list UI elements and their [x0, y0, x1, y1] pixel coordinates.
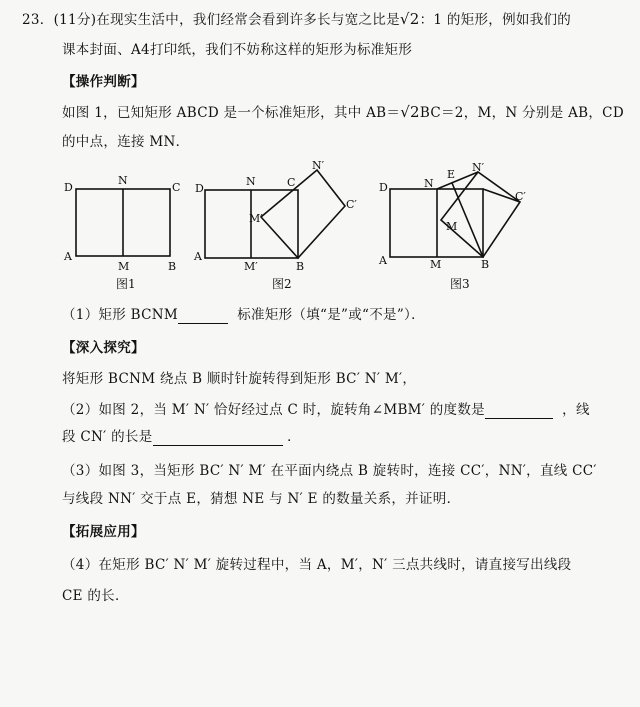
- question-number: 23．: [22, 12, 54, 28]
- section-header-extension: 【拓展应用】: [62, 524, 145, 540]
- figure-2-diagram: [205, 170, 345, 258]
- figure-1-caption: 图1: [116, 277, 136, 291]
- fig2-label-D: D: [195, 182, 204, 195]
- q2-text-d: ．: [287, 429, 301, 445]
- fig1-label-D: D: [64, 181, 73, 194]
- q2-angle-blank[interactable]: [485, 402, 553, 419]
- fig3-label-B: B: [481, 258, 490, 271]
- q1-text-a: （1）矩形 BCNM: [62, 307, 179, 323]
- fig2-label-Cprime: C′: [346, 198, 357, 211]
- q2-text-a: （2）如图 2，当 M′ N′ 恰好经过点 C 时，旋转角∠MBM′ 的度数是: [62, 402, 485, 418]
- figures-panel: [0, 160, 640, 295]
- section1-para-line1: [62, 101, 624, 121]
- figure-3-diagram: [390, 172, 520, 257]
- sqrt2-symbol-2: √2: [400, 103, 420, 121]
- question-3-line2: 与线段 NN′ 交于点 E，猜想 NE 与 N′ E 的数量关系，并证明．: [62, 491, 461, 507]
- fig3-label-A: A: [379, 254, 387, 267]
- fig2-label-C: C: [287, 176, 296, 189]
- q2-text-b: ，线: [562, 402, 590, 418]
- intro-text-b: ：1 的矩形，例如我们的: [419, 12, 572, 28]
- q1-text-b: 标准矩形（填“是”或“不是”）．: [237, 307, 425, 323]
- fig1-label-N: N: [118, 174, 128, 187]
- fig3-label-D: D: [379, 181, 388, 194]
- fig3-label-M-inner: M: [446, 220, 458, 233]
- fig3-label-Cprime: C′: [515, 190, 526, 203]
- question-points: (11分): [53, 12, 97, 28]
- fig3-label-N: N: [424, 177, 434, 190]
- figure-3-caption: 图3: [450, 277, 470, 291]
- question-1: [62, 303, 425, 324]
- question-2-line2: [62, 425, 301, 446]
- section1-text-b: BC＝2，M，N 分别是 AB，CD: [419, 105, 624, 121]
- figure-2-caption: 图2: [272, 277, 292, 291]
- fig1-label-A: A: [64, 250, 72, 263]
- section-header-explore: 【深入探究】: [62, 340, 145, 356]
- q2-text-c: 段 CN′ 的长是: [62, 429, 153, 445]
- fig2-label-Mprime-bottom: M′: [244, 260, 258, 273]
- fig2-label-N: N: [246, 175, 256, 188]
- fig3-label-Nprime: N′: [472, 161, 485, 174]
- intro-text-a: 在现实生活中，我们经常会看到许多长与宽之比是: [96, 12, 400, 28]
- fig2-label-Nprime: N′: [312, 160, 325, 172]
- fig1-label-C: C: [172, 181, 181, 194]
- fig2-label-Mprime-top: M′: [249, 212, 263, 225]
- fig2-label-B: B: [296, 260, 305, 273]
- question-4-line1: （4）在矩形 BC′ N′ M′ 旋转过程中，当 A，M′，N′ 三点共线时，请直接写出线段: [62, 557, 572, 573]
- question-4-line2: CE 的长．: [62, 588, 129, 604]
- question-3-line1: （3）如图 3，当矩形 BC′ N′ M′ 在平面内绕点 B 旋转时，连接 CC′，NN′，直线 CC′: [62, 463, 597, 479]
- section1-para-line2: 的中点，连接 MN．: [62, 134, 190, 150]
- q1-answer-blank[interactable]: [178, 307, 228, 324]
- fig3-label-M-bottom: M: [430, 258, 442, 271]
- question-intro-line1: [22, 8, 571, 28]
- section2-para: 将矩形 BCNM 绕点 B 顺时针旋转得到矩形 BC′ N′ M′，: [62, 371, 417, 387]
- figure-1-diagram: [76, 189, 170, 256]
- fig3-label-E: E: [447, 168, 456, 181]
- sqrt2-symbol: √2: [399, 10, 420, 28]
- question-2-line1: [62, 398, 590, 419]
- section-header-operation: 【操作判断】: [62, 74, 145, 90]
- question-intro-line2: 课本封面、A4打印纸，我们不妨称这样的矩形为标准矩形: [62, 42, 413, 58]
- fig1-label-M: M: [118, 260, 130, 273]
- fig2-label-A: A: [194, 250, 202, 263]
- fig1-label-B: B: [168, 260, 177, 273]
- q2-length-blank[interactable]: [153, 429, 283, 446]
- section1-text-a: 如图 1，已知矩形 ABCD 是一个标准矩形，其中 AB＝: [62, 105, 401, 121]
